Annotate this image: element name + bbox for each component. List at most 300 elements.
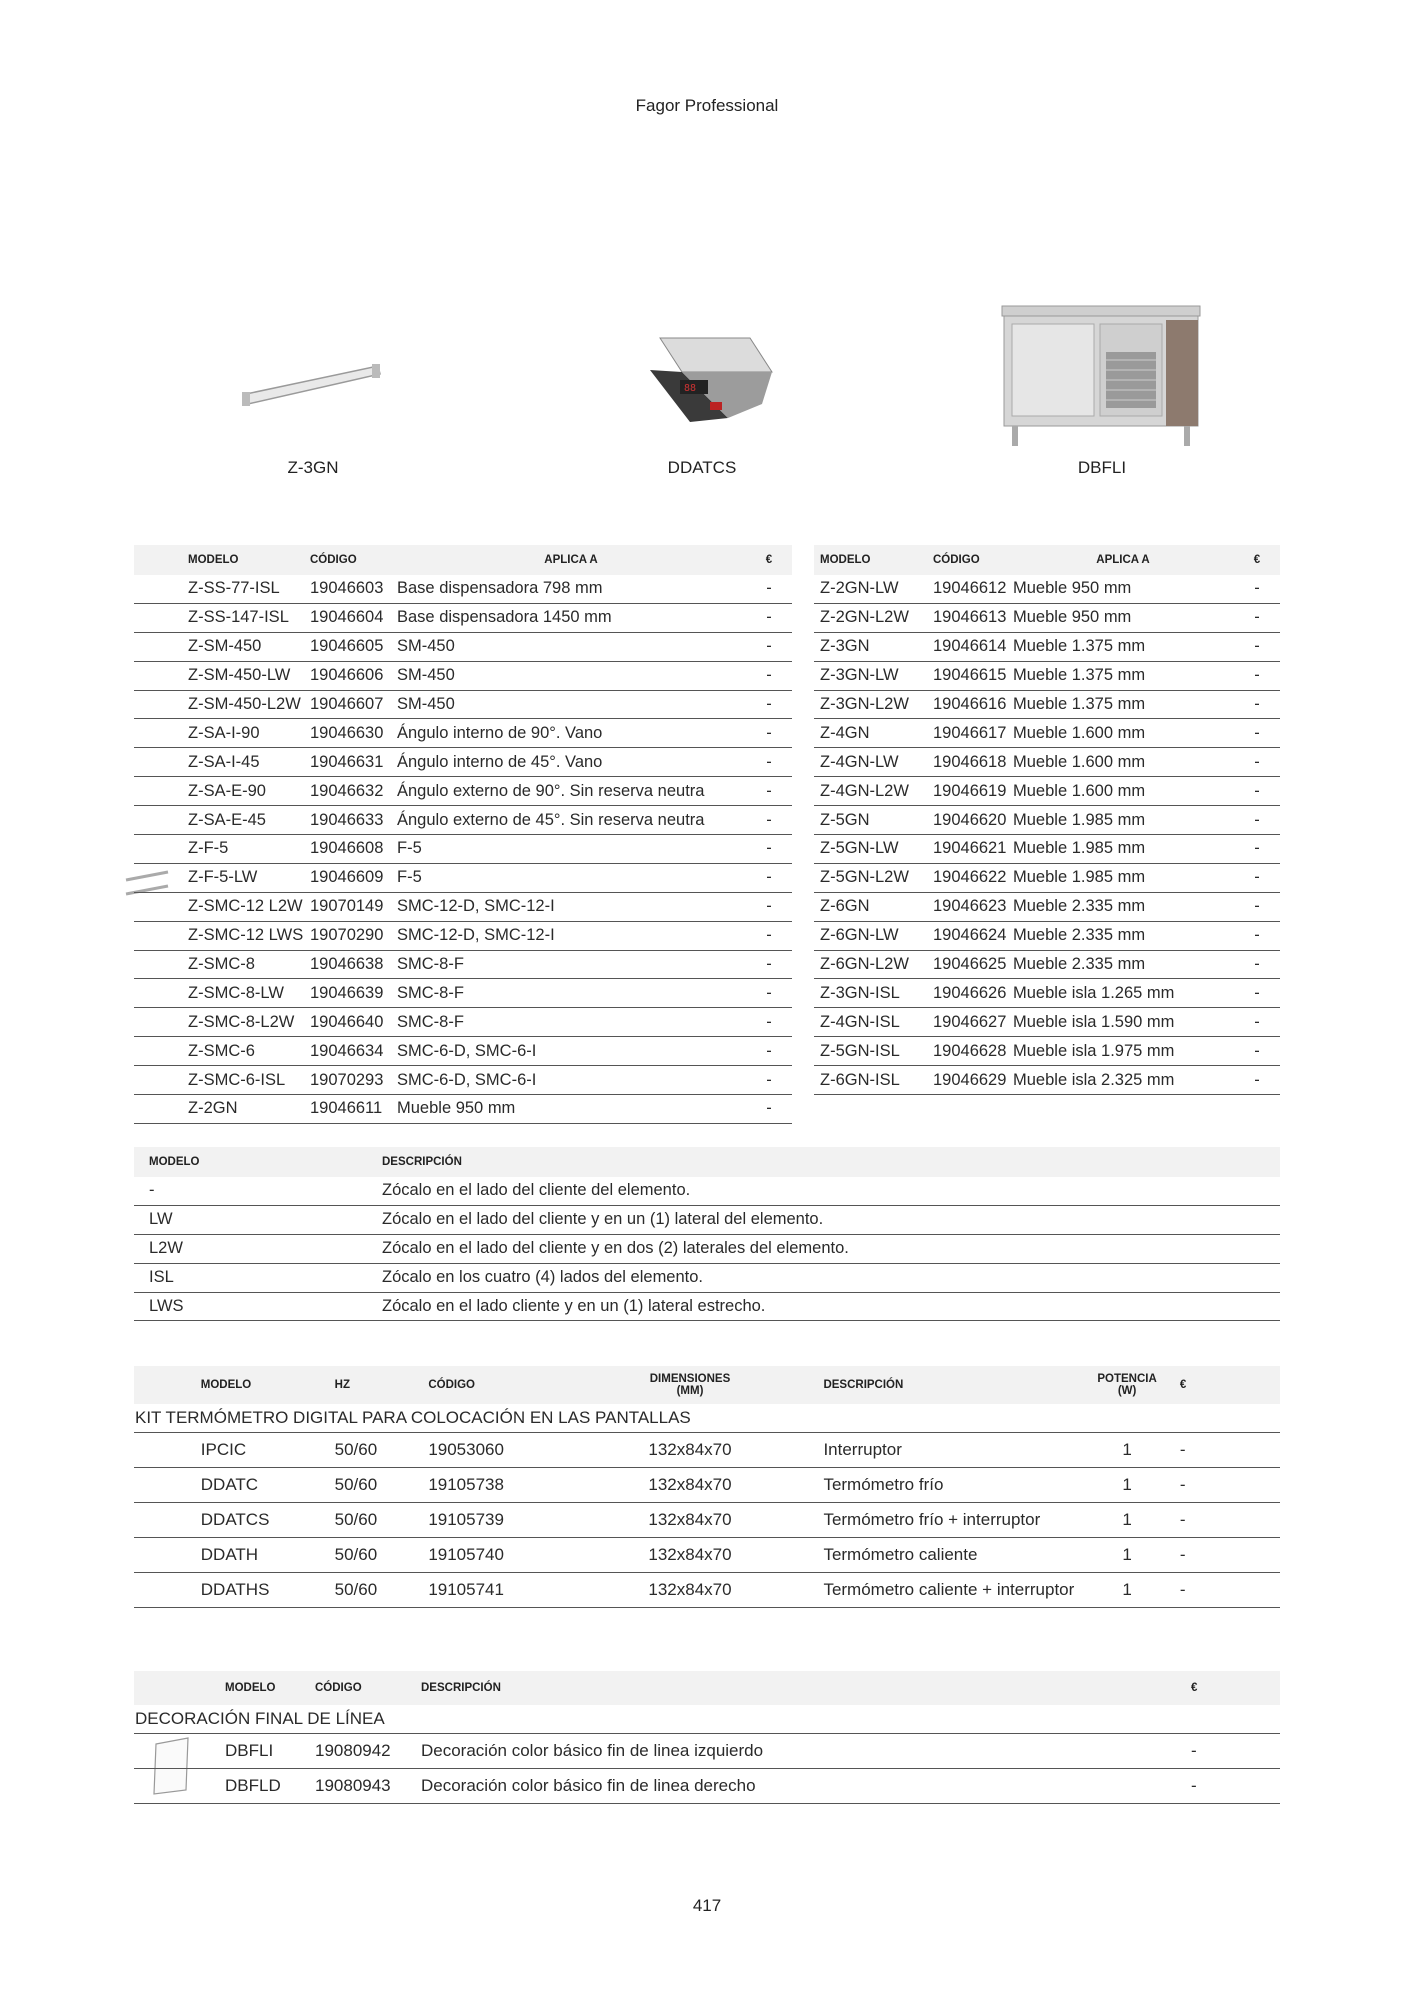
- spacer-cell: [134, 1095, 187, 1124]
- cell-codigo: 19046623: [932, 892, 1012, 921]
- table-row: [134, 661, 792, 690]
- cell-modelo: Z-4GN: [819, 719, 932, 748]
- product-caption-dbfli: DBFLI: [1077, 458, 1127, 477]
- cell-price: -: [1190, 1769, 1280, 1804]
- header-dimensiones: [558, 1366, 823, 1404]
- spacer-cell: [134, 1573, 200, 1608]
- cell-price: -: [746, 1066, 792, 1095]
- cell-codigo: 19046622: [932, 863, 1012, 892]
- cell-dim: 132x84x70: [558, 1433, 823, 1468]
- table-header: [814, 545, 1280, 575]
- cell-modelo: Z-6GN: [819, 892, 932, 921]
- table-header: [134, 545, 792, 575]
- cell-price: -: [1234, 1066, 1280, 1095]
- cell-price: -: [746, 950, 792, 979]
- spacer-cell: [134, 1234, 148, 1263]
- header-price: €: [1234, 545, 1280, 575]
- cell-codigo: 19046627: [932, 1008, 1012, 1037]
- cell-codigo: 19070293: [309, 1066, 396, 1095]
- table-header: [134, 1671, 1280, 1705]
- section-title-row: [134, 1404, 1280, 1433]
- table-row: [134, 921, 792, 950]
- table-row: [134, 863, 792, 892]
- cell-modelo: ISL: [148, 1263, 381, 1292]
- spacer-cell: [134, 1008, 187, 1037]
- cell-aplica: SMC-6-D, SMC-6-I: [396, 1037, 746, 1066]
- table-row: [134, 1433, 1280, 1468]
- z-3gn-plinth-image: [238, 352, 388, 422]
- cell-price: -: [1234, 777, 1280, 806]
- cell-hz: 50/60: [334, 1433, 428, 1468]
- cell-codigo: 19046616: [932, 690, 1012, 719]
- cell-price: -: [1179, 1538, 1280, 1573]
- cell-codigo: 19070290: [309, 921, 396, 950]
- table-row: [814, 1008, 1280, 1037]
- cell-modelo: Z-5GN-L2W: [819, 863, 932, 892]
- table-row: [814, 777, 1280, 806]
- table-row: [134, 719, 792, 748]
- cell-aplica: Mueble 950 mm: [1012, 575, 1234, 603]
- table-row: [814, 632, 1280, 661]
- cell-price: -: [1234, 632, 1280, 661]
- cell-modelo: Z-3GN: [819, 632, 932, 661]
- legend-table: [134, 1147, 1280, 1321]
- cell-modelo: LWS: [148, 1292, 381, 1321]
- table-row: [134, 690, 792, 719]
- cell-aplica: Base dispensadora 798 mm: [396, 575, 746, 603]
- cell-modelo: Z-SA-E-90: [187, 777, 309, 806]
- cell-dim: 132x84x70: [558, 1503, 823, 1538]
- cell-modelo: Z-5GN: [819, 806, 932, 835]
- table-row: [814, 835, 1280, 864]
- table-row: [134, 748, 792, 777]
- table-row: [134, 1037, 792, 1066]
- cell-price: -: [1179, 1503, 1280, 1538]
- cell-price: -: [746, 1095, 792, 1124]
- cell-price: -: [1234, 748, 1280, 777]
- table-row: [134, 777, 792, 806]
- cell-descripcion: Decoración color básico fin de linea izquierdo: [420, 1734, 1190, 1769]
- cell-aplica: Mueble isla 1.590 mm: [1012, 1008, 1234, 1037]
- header-modelo: MODELO: [224, 1671, 314, 1705]
- cell-codigo: 19046617: [932, 719, 1012, 748]
- cell-descripcion: Decoración color básico fin de linea derecho: [420, 1769, 1190, 1804]
- cell-modelo: Z-3GN-ISL: [819, 979, 932, 1008]
- table-row: [134, 892, 792, 921]
- table-header: [134, 1147, 1280, 1177]
- spacer-cell: [134, 575, 187, 603]
- header-modelo: MODELO: [200, 1366, 334, 1404]
- spacer-cell: [134, 1769, 224, 1804]
- spacer-cell: [134, 603, 187, 632]
- spacer-cell: [134, 863, 187, 892]
- cell-aplica: SMC-8-F: [396, 950, 746, 979]
- cell-potencia: 1: [1075, 1503, 1179, 1538]
- header-potencia: [1075, 1366, 1179, 1404]
- cell-codigo: 19046609: [309, 863, 396, 892]
- table-row: [134, 979, 792, 1008]
- spacer-cell: [134, 1503, 200, 1538]
- cell-descripcion: Zócalo en el lado del cliente y en un (1) lateral del elemento.: [381, 1205, 1280, 1234]
- cell-price: -: [1234, 603, 1280, 632]
- spacer-cell: [134, 1292, 148, 1321]
- cell-price: -: [1234, 1008, 1280, 1037]
- header-modelo: MODELO: [187, 545, 309, 575]
- cell-hz: 50/60: [334, 1503, 428, 1538]
- cell-price: -: [746, 806, 792, 835]
- spacer-cell: [134, 719, 187, 748]
- cell-aplica: Mueble isla 2.325 mm: [1012, 1066, 1234, 1095]
- header-potencia-label: POTENCIA: [1097, 1373, 1157, 1385]
- cell-modelo: IPCIC: [200, 1433, 334, 1468]
- spacer-cell: [134, 748, 187, 777]
- spacer-cell: [134, 1037, 187, 1066]
- cell-modelo: DDATC: [200, 1468, 334, 1503]
- spacer-cell: [134, 835, 187, 864]
- cell-aplica: Mueble 1.375 mm: [1012, 690, 1234, 719]
- cell-codigo: 19105741: [427, 1573, 557, 1608]
- cell-hz: 50/60: [334, 1468, 428, 1503]
- cell-modelo: Z-4GN-L2W: [819, 777, 932, 806]
- cell-price: -: [746, 979, 792, 1008]
- header-price: €: [746, 545, 792, 575]
- table-row: [134, 950, 792, 979]
- cell-modelo: LW: [148, 1205, 381, 1234]
- cell-descripcion: Zócalo en el lado del cliente del elemento.: [381, 1177, 1280, 1205]
- spacer-cell: [134, 1177, 148, 1205]
- cell-codigo: 19046628: [932, 1037, 1012, 1066]
- cell-codigo: 19046630: [309, 719, 396, 748]
- cell-aplica: SM-450: [396, 632, 746, 661]
- table-row: [814, 979, 1280, 1008]
- cell-modelo: Z-SMC-6: [187, 1037, 309, 1066]
- cell-modelo: DDATH: [200, 1538, 334, 1573]
- cell-price: -: [746, 777, 792, 806]
- cell-modelo: Z-F-5: [187, 835, 309, 864]
- cell-aplica: Mueble isla 1.975 mm: [1012, 1037, 1234, 1066]
- header-descripcion: DESCRIPCIÓN: [822, 1366, 1075, 1404]
- ddatcs-thermometer-image: [632, 330, 782, 435]
- header-aplica: APLICA A: [396, 545, 746, 575]
- header-price: €: [1179, 1366, 1280, 1404]
- cell-codigo: 19046632: [309, 777, 396, 806]
- cell-aplica: Mueble 2.335 mm: [1012, 892, 1234, 921]
- cell-price: -: [746, 921, 792, 950]
- cell-codigo: 19046607: [309, 690, 396, 719]
- table-row: [814, 1037, 1280, 1066]
- cell-modelo: Z-2GN: [187, 1095, 309, 1124]
- cell-hz: 50/60: [334, 1573, 428, 1608]
- table-row: [134, 1095, 792, 1124]
- header-modelo: MODELO: [819, 545, 932, 575]
- accessories-table-left: [134, 545, 792, 1124]
- section-title: KIT TERMÓMETRO DIGITAL PARA COLOCACIÓN EN LAS PANTALLAS: [134, 1404, 1280, 1433]
- cell-codigo: 19046604: [309, 603, 396, 632]
- section-title: DECORACIÓN FINAL DE LÍNEA: [134, 1705, 1280, 1734]
- spacer-cell: [134, 1205, 148, 1234]
- cell-modelo: -: [148, 1177, 381, 1205]
- cell-price: -: [746, 690, 792, 719]
- table-row: [814, 748, 1280, 777]
- cell-modelo: Z-SMC-8: [187, 950, 309, 979]
- header-codigo: CÓDIGO: [427, 1366, 557, 1404]
- table-row: [134, 1263, 1280, 1292]
- table-row: [814, 806, 1280, 835]
- cell-codigo: 19046603: [309, 575, 396, 603]
- cell-modelo: Z-SS-147-ISL: [187, 603, 309, 632]
- cell-aplica: F-5: [396, 863, 746, 892]
- cell-aplica: Mueble 1.985 mm: [1012, 806, 1234, 835]
- cell-dim: 132x84x70: [558, 1573, 823, 1608]
- cell-aplica: Ángulo interno de 45°. Vano: [396, 748, 746, 777]
- cell-codigo: 19046611: [309, 1095, 396, 1124]
- cell-modelo: L2W: [148, 1234, 381, 1263]
- cell-modelo: Z-3GN-LW: [819, 661, 932, 690]
- cell-codigo: 19046606: [309, 661, 396, 690]
- header-dimensiones-label: DIMENSIONES: [649, 1373, 731, 1385]
- cell-potencia: 1: [1075, 1538, 1179, 1573]
- table-row: [134, 806, 792, 835]
- table-row: [134, 1008, 792, 1037]
- cell-aplica: SMC-8-F: [396, 1008, 746, 1037]
- cell-aplica: Base dispensadora 1450 mm: [396, 603, 746, 632]
- spacer-cell: [134, 806, 187, 835]
- table-row: [134, 835, 792, 864]
- cell-modelo: Z-SMC-8-L2W: [187, 1008, 309, 1037]
- header-price: €: [1190, 1671, 1280, 1705]
- cell-modelo: Z-SS-77-ISL: [187, 575, 309, 603]
- cell-price: -: [1179, 1433, 1280, 1468]
- spacer-cell: [134, 1538, 200, 1573]
- cell-price: -: [746, 661, 792, 690]
- cell-codigo: 19080942: [314, 1734, 420, 1769]
- cell-modelo: Z-SA-I-90: [187, 719, 309, 748]
- cell-price: -: [746, 1008, 792, 1037]
- cell-modelo: Z-5GN-ISL: [819, 1037, 932, 1066]
- cell-dim: 132x84x70: [558, 1468, 823, 1503]
- cell-modelo: Z-4GN-ISL: [819, 1008, 932, 1037]
- cell-hz: 50/60: [334, 1538, 428, 1573]
- cell-price: -: [746, 748, 792, 777]
- cell-descripcion: Termómetro frío + interruptor: [822, 1503, 1075, 1538]
- header-modelo: MODELO: [148, 1147, 381, 1177]
- cell-modelo: Z-SMC-12 L2W: [187, 892, 309, 921]
- table-row: [134, 1205, 1280, 1234]
- spacer-cell: [134, 979, 187, 1008]
- cell-price: -: [1234, 806, 1280, 835]
- cell-modelo: Z-2GN-LW: [819, 575, 932, 603]
- cell-modelo: Z-2GN-L2W: [819, 603, 932, 632]
- cell-codigo: 19046624: [932, 921, 1012, 950]
- cell-potencia: 1: [1075, 1433, 1179, 1468]
- table-row: [134, 1573, 1280, 1608]
- header-codigo: CÓDIGO: [314, 1671, 420, 1705]
- cell-aplica: Mueble 1.985 mm: [1012, 835, 1234, 864]
- table-row: [814, 921, 1280, 950]
- cell-price: -: [1234, 921, 1280, 950]
- cell-descripcion: Zócalo en los cuatro (4) lados del elemento.: [381, 1263, 1280, 1292]
- cell-price: -: [1179, 1573, 1280, 1608]
- cell-aplica: SMC-8-F: [396, 979, 746, 1008]
- cell-codigo: 19046613: [932, 603, 1012, 632]
- cell-modelo: DBFLI: [224, 1734, 314, 1769]
- cell-aplica: Mueble 950 mm: [1012, 603, 1234, 632]
- table-row: [814, 661, 1280, 690]
- cell-aplica: Mueble 1.600 mm: [1012, 719, 1234, 748]
- cell-dim: 132x84x70: [558, 1538, 823, 1573]
- cell-aplica: Ángulo interno de 90°. Vano: [396, 719, 746, 748]
- cell-price: -: [746, 892, 792, 921]
- table-row: [134, 632, 792, 661]
- table-header: [134, 1366, 1280, 1404]
- spacer-cell: [134, 892, 187, 921]
- cell-codigo: 19105738: [427, 1468, 557, 1503]
- cell-modelo: DDATHS: [200, 1573, 334, 1608]
- page-number: 417: [692, 1896, 722, 1915]
- cell-aplica: Ángulo externo de 45°. Sin reserva neutra: [396, 806, 746, 835]
- cell-descripcion: Zócalo en el lado del cliente y en dos (2) laterales del elemento.: [381, 1234, 1280, 1263]
- cell-codigo: 19046621: [932, 835, 1012, 864]
- table-row: [134, 1234, 1280, 1263]
- table-row: [134, 603, 792, 632]
- cell-codigo: 19046634: [309, 1037, 396, 1066]
- header-potencia-unit: (W): [1117, 1385, 1137, 1397]
- cell-aplica: Mueble 1.375 mm: [1012, 632, 1234, 661]
- cell-price: -: [746, 632, 792, 661]
- cell-price: -: [1234, 892, 1280, 921]
- table-row: [134, 575, 792, 603]
- spacer-cell: [134, 1734, 224, 1769]
- header-descripcion: DESCRIPCIÓN: [420, 1671, 1190, 1705]
- header-codigo: CÓDIGO: [309, 545, 396, 575]
- cell-descripcion: Termómetro frío: [822, 1468, 1075, 1503]
- cell-codigo: 19046608: [309, 835, 396, 864]
- thermometer-kit-table: [134, 1366, 1280, 1608]
- brand-title: Fagor Professional: [635, 96, 779, 115]
- cell-modelo: Z-SMC-8-LW: [187, 979, 309, 1008]
- cell-modelo: Z-SA-E-45: [187, 806, 309, 835]
- decoration-table: [134, 1671, 1280, 1804]
- cell-price: -: [1234, 690, 1280, 719]
- cell-modelo: Z-3GN-L2W: [819, 690, 932, 719]
- cell-aplica: Mueble 2.335 mm: [1012, 921, 1234, 950]
- cell-modelo: Z-SMC-12 LWS: [187, 921, 309, 950]
- spacer-cell: [134, 1263, 148, 1292]
- cell-codigo: 19046605: [309, 632, 396, 661]
- cell-codigo: 19046625: [932, 950, 1012, 979]
- cell-codigo: 19105739: [427, 1503, 557, 1538]
- spacer-cell: [134, 690, 187, 719]
- cell-modelo: Z-6GN-LW: [819, 921, 932, 950]
- table-row: [814, 863, 1280, 892]
- cell-price: -: [1234, 950, 1280, 979]
- cell-price: -: [1234, 1037, 1280, 1066]
- cell-codigo: 19046633: [309, 806, 396, 835]
- cell-codigo: 19046639: [309, 979, 396, 1008]
- table-row: [814, 892, 1280, 921]
- svg-text:88: 88: [684, 383, 697, 394]
- cell-aplica: Mueble 1.375 mm: [1012, 661, 1234, 690]
- cell-modelo: Z-4GN-LW: [819, 748, 932, 777]
- table-row: [134, 1503, 1280, 1538]
- cell-aplica: Mueble 1.600 mm: [1012, 777, 1234, 806]
- cell-price: -: [1234, 979, 1280, 1008]
- cell-price: -: [1234, 575, 1280, 603]
- table-row: [134, 1066, 792, 1095]
- cell-modelo: Z-6GN-ISL: [819, 1066, 932, 1095]
- table-row: [814, 1066, 1280, 1095]
- cell-descripcion: Zócalo en el lado cliente y en un (1) lateral estrecho.: [381, 1292, 1280, 1321]
- spacer-cell: [134, 777, 187, 806]
- cell-price: -: [1234, 863, 1280, 892]
- header-hz: HZ: [334, 1366, 428, 1404]
- table-row: [134, 1292, 1280, 1321]
- table-row: [814, 575, 1280, 603]
- spacer-cell: [134, 1468, 200, 1503]
- cell-codigo: 19105740: [427, 1538, 557, 1573]
- cell-aplica: F-5: [396, 835, 746, 864]
- cell-descripcion: Termómetro caliente: [822, 1538, 1075, 1573]
- cell-aplica: Mueble 2.335 mm: [1012, 950, 1234, 979]
- table-row: [814, 603, 1280, 632]
- cell-modelo: DDATCS: [200, 1503, 334, 1538]
- cell-descripcion: Termómetro caliente + interruptor: [822, 1573, 1075, 1608]
- cell-potencia: 1: [1075, 1468, 1179, 1503]
- cell-price: -: [1179, 1468, 1280, 1503]
- table-row: [134, 1177, 1280, 1205]
- cell-codigo: 19080943: [314, 1769, 420, 1804]
- cell-modelo: Z-F-5-LW: [187, 863, 309, 892]
- header-descripcion: DESCRIPCIÓN: [381, 1147, 1280, 1177]
- cell-price: -: [746, 719, 792, 748]
- cell-price: -: [746, 1037, 792, 1066]
- header-dimensiones-unit: (MM): [676, 1385, 704, 1397]
- cell-codigo: 19046614: [932, 632, 1012, 661]
- spacer-cell: [134, 661, 187, 690]
- cell-modelo: Z-SM-450: [187, 632, 309, 661]
- cell-price: -: [1234, 661, 1280, 690]
- cell-codigo: 19046615: [932, 661, 1012, 690]
- spacer-cell: [134, 1433, 200, 1468]
- cell-codigo: 19046638: [309, 950, 396, 979]
- cell-price: -: [746, 863, 792, 892]
- table-row: [134, 1538, 1280, 1573]
- cell-modelo: Z-SM-450-LW: [187, 661, 309, 690]
- header-aplica: APLICA A: [1012, 545, 1234, 575]
- cell-price: -: [1234, 719, 1280, 748]
- spacer-cell: [134, 632, 187, 661]
- table-row: [134, 1734, 1280, 1769]
- cell-codigo: 19046626: [932, 979, 1012, 1008]
- cell-modelo: Z-SA-I-45: [187, 748, 309, 777]
- cell-aplica: SM-450: [396, 661, 746, 690]
- cell-aplica: SMC-12-D, SMC-12-I: [396, 921, 746, 950]
- header-codigo: CÓDIGO: [932, 545, 1012, 575]
- cell-price: -: [746, 835, 792, 864]
- cell-modelo: Z-6GN-L2W: [819, 950, 932, 979]
- product-caption-z-3gn: Z-3GN: [287, 458, 339, 477]
- cell-aplica: Mueble 1.985 mm: [1012, 863, 1234, 892]
- cell-aplica: Mueble 1.600 mm: [1012, 748, 1234, 777]
- cell-codigo: 19046619: [932, 777, 1012, 806]
- cell-price: -: [1190, 1734, 1280, 1769]
- table-row: [134, 1468, 1280, 1503]
- cell-codigo: 19046612: [932, 575, 1012, 603]
- cell-price: -: [746, 603, 792, 632]
- spacer-cell: [134, 950, 187, 979]
- section-title-row: [134, 1705, 1280, 1734]
- table-row: [814, 690, 1280, 719]
